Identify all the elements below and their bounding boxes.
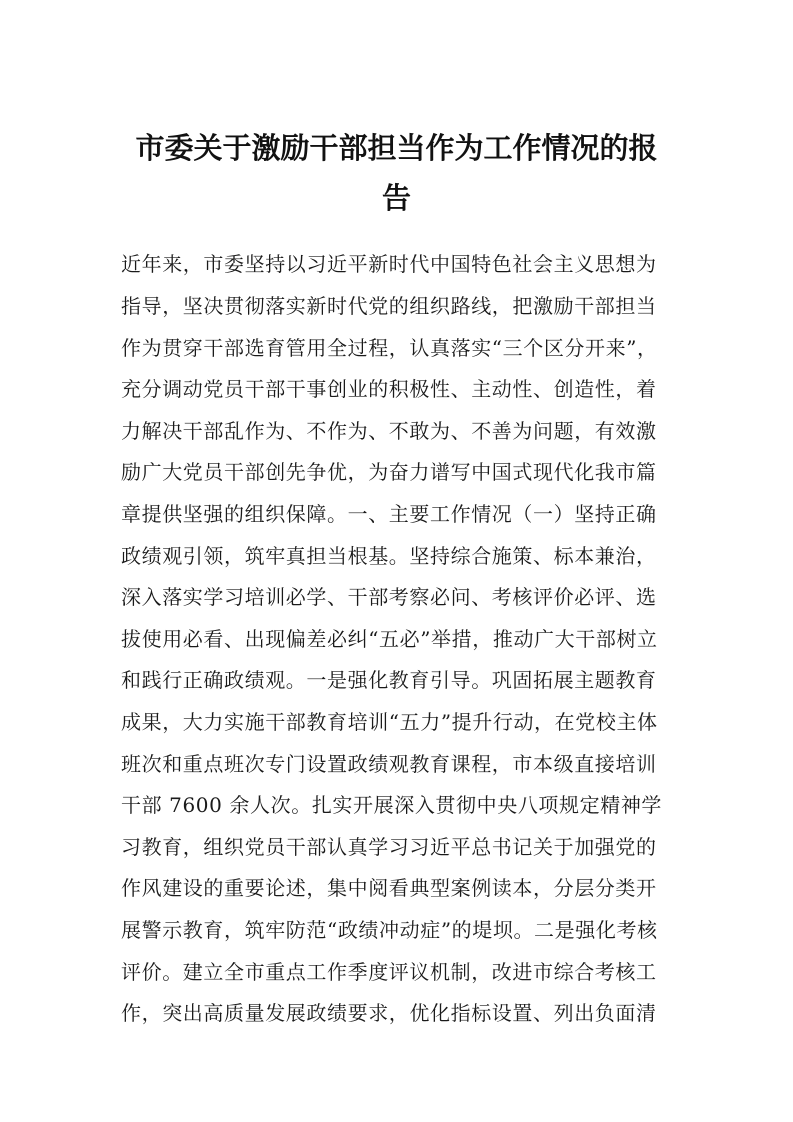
body-text-line: 政绩观引领，筑牢真担当根基。坚持综合施策、标本兼治， (121, 544, 657, 568)
body-text-line: 班次和重点班次专门设置政绩观教育课程，市本级直接培训 (121, 752, 657, 776)
body-text-line: 作为贯穿干部选育管用全过程，认真落实“三个区分开来”， (121, 336, 658, 360)
body-text-line: 作，突出高质量发展政绩要求，优化指标设置、列出负面清 (121, 1001, 657, 1025)
body-text-line: 力解决干部乱作为、不作为、不敢为、不善为问题，有效激 (121, 419, 657, 443)
body-text-line: 习教育，组织党员干部认真学习习近平总书记关于加强党的 (121, 835, 657, 859)
body-text-line: 章提供坚强的组织保障。一、主要工作情况（一）坚持正确 (121, 502, 657, 526)
document-title-line-1: 市委关于激励干部担当作为工作情况的报 (135, 131, 658, 165)
body-text-line: 展警示教育，筑牢防范“政绩冲动症”的堤坝。二是强化考核 (121, 918, 658, 942)
body-text-line: 励广大党员干部创先争优，为奋力谱写中国式现代化我市篇 (121, 460, 657, 484)
body-text-line: 充分调动党员干部干事创业的积极性、主动性、创造性，着 (121, 377, 657, 401)
body-text-line: 拔使用必看、出现偏差必纠“五必”举措，推动广大干部树立 (121, 627, 658, 651)
body-text-line: 和践行正确政绩观。一是强化教育引导。巩固拓展主题教育 (121, 668, 657, 692)
body-text-line: 指导，坚决贯彻落实新时代党的组织路线，把激励干部担当 (121, 294, 657, 318)
document-title-line-2: 告 (381, 181, 411, 215)
body-text-line: 干部 7600 余人次。扎实开展深入贯彻中央八项规定精神学 (121, 793, 663, 817)
body-text-line: 近年来，市委坚持以习近平新时代中国特色社会主义思想为 (121, 252, 657, 276)
body-text-line: 评价。建立全市重点工作季度评议机制，改进市综合考核工 (121, 960, 657, 984)
body-text-line: 作风建设的重要论述，集中阅看典型案例读本，分层分类开 (121, 876, 657, 900)
body-text-line: 成果，大力实施干部教育培训“五力”提升行动，在党校主体 (121, 710, 658, 734)
body-text-line: 深入落实学习培训必学、干部考察必问、考核评价必评、选 (121, 585, 657, 609)
